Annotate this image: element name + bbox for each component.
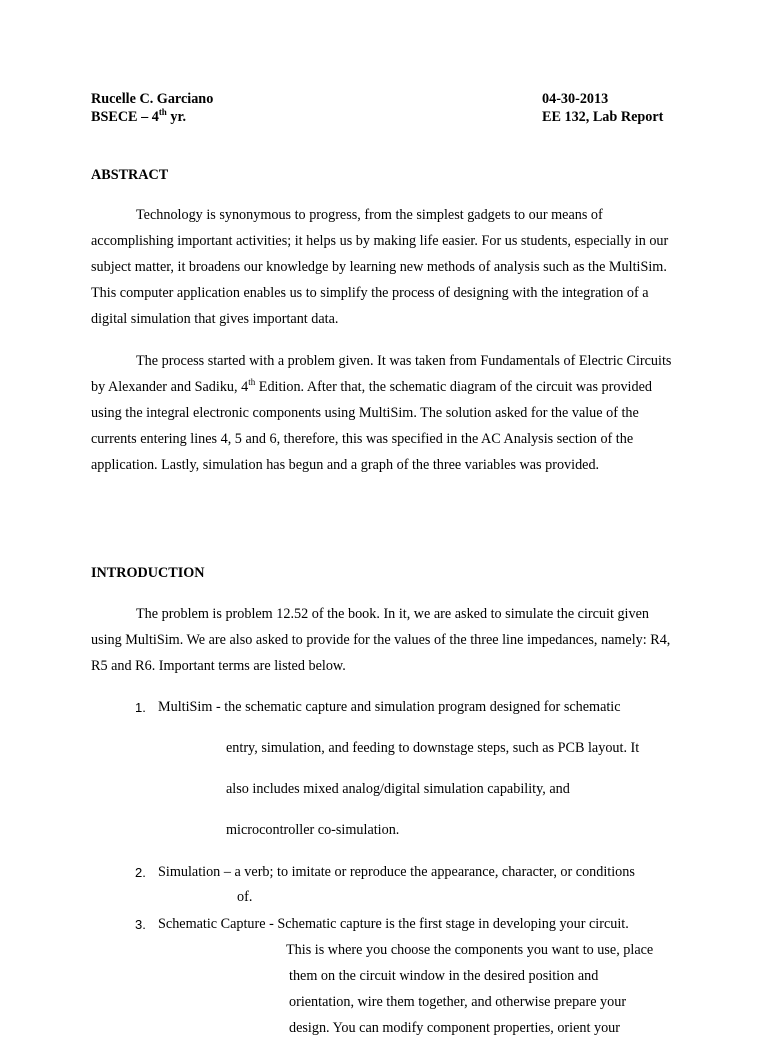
list-item-continuation: also includes mixed analog/digital simulation capability, and — [226, 781, 570, 797]
course-line: BSECE – 4th yr. — [91, 107, 187, 125]
list-item-continuation: microcontroller co-simulation. — [226, 822, 400, 838]
list-item-continuation: them on the circuit window in the desired position and — [289, 968, 599, 984]
abstract-paragraph-1: Technology is synonymous to progress, from the simplest gadgets to our means of accomplishing important activities; it helps us by making life easier. For us students, especially in our subject matter, it broadens our knowledge by learning new methods of analysis such as the MultiSim. This computer application enables us to simplify the process of designing with the integration of a digital simulation that gives important data. — [91, 207, 669, 327]
abstract-heading: ABSTRACT — [91, 167, 169, 183]
abstract-paragraph-2: The process started with a problem given. It was taken from Fundamentals of Electric Circuits by Alexander and Sadiku, 4th Edition. After that, the schematic diagram of the circuit was provided using the integral electronic components using MultiSim. The solution asked for the value of the currents entering lines 4, 5 and 6, therefore, this was specified in the AC Analysis section of the application. Lastly, simulation has begun and a graph of the three variables was provided. — [91, 353, 672, 473]
list-number: 1. — [135, 700, 146, 715]
subject-line: EE 132, Lab Report — [542, 109, 664, 125]
report-date: 04-30-2013 — [542, 91, 609, 107]
list-item-text: MultiSim - the schematic capture and simulation program designed for schematic — [158, 699, 621, 715]
introduction-paragraph-1: The problem is problem 12.52 of the book. In it, we are asked to simulate the circuit given using MultiSim. We are also asked to provide for the values of the three line impedances, namely: R4, R5 and R6. Important terms are listed below. — [91, 606, 671, 674]
list-item-continuation: orientation, wire them together, and otherwise prepare your — [289, 994, 627, 1010]
list-item-continuation: design. You can modify component properties, orient your — [289, 1020, 620, 1036]
author-name: Rucelle C. Garciano — [91, 91, 214, 107]
list-item-continuation: of. — [237, 889, 253, 905]
list-number: 3. — [135, 917, 146, 932]
list-number: 2. — [135, 865, 146, 880]
list-item-continuation: entry, simulation, and feeding to downstage steps, such as PCB layout. It — [226, 740, 640, 756]
list-item-text: Simulation – a verb; to imitate or reproduce the appearance, character, or conditions — [158, 864, 635, 880]
header-right — [542, 90, 663, 126]
list-item-text: Schematic Capture - Schematic capture is the first stage in developing your circuit. — [158, 916, 629, 932]
introduction-heading: INTRODUCTION — [91, 565, 205, 581]
header-left — [91, 90, 213, 126]
list-item-continuation: This is where you choose the components you want to use, place — [286, 942, 654, 958]
